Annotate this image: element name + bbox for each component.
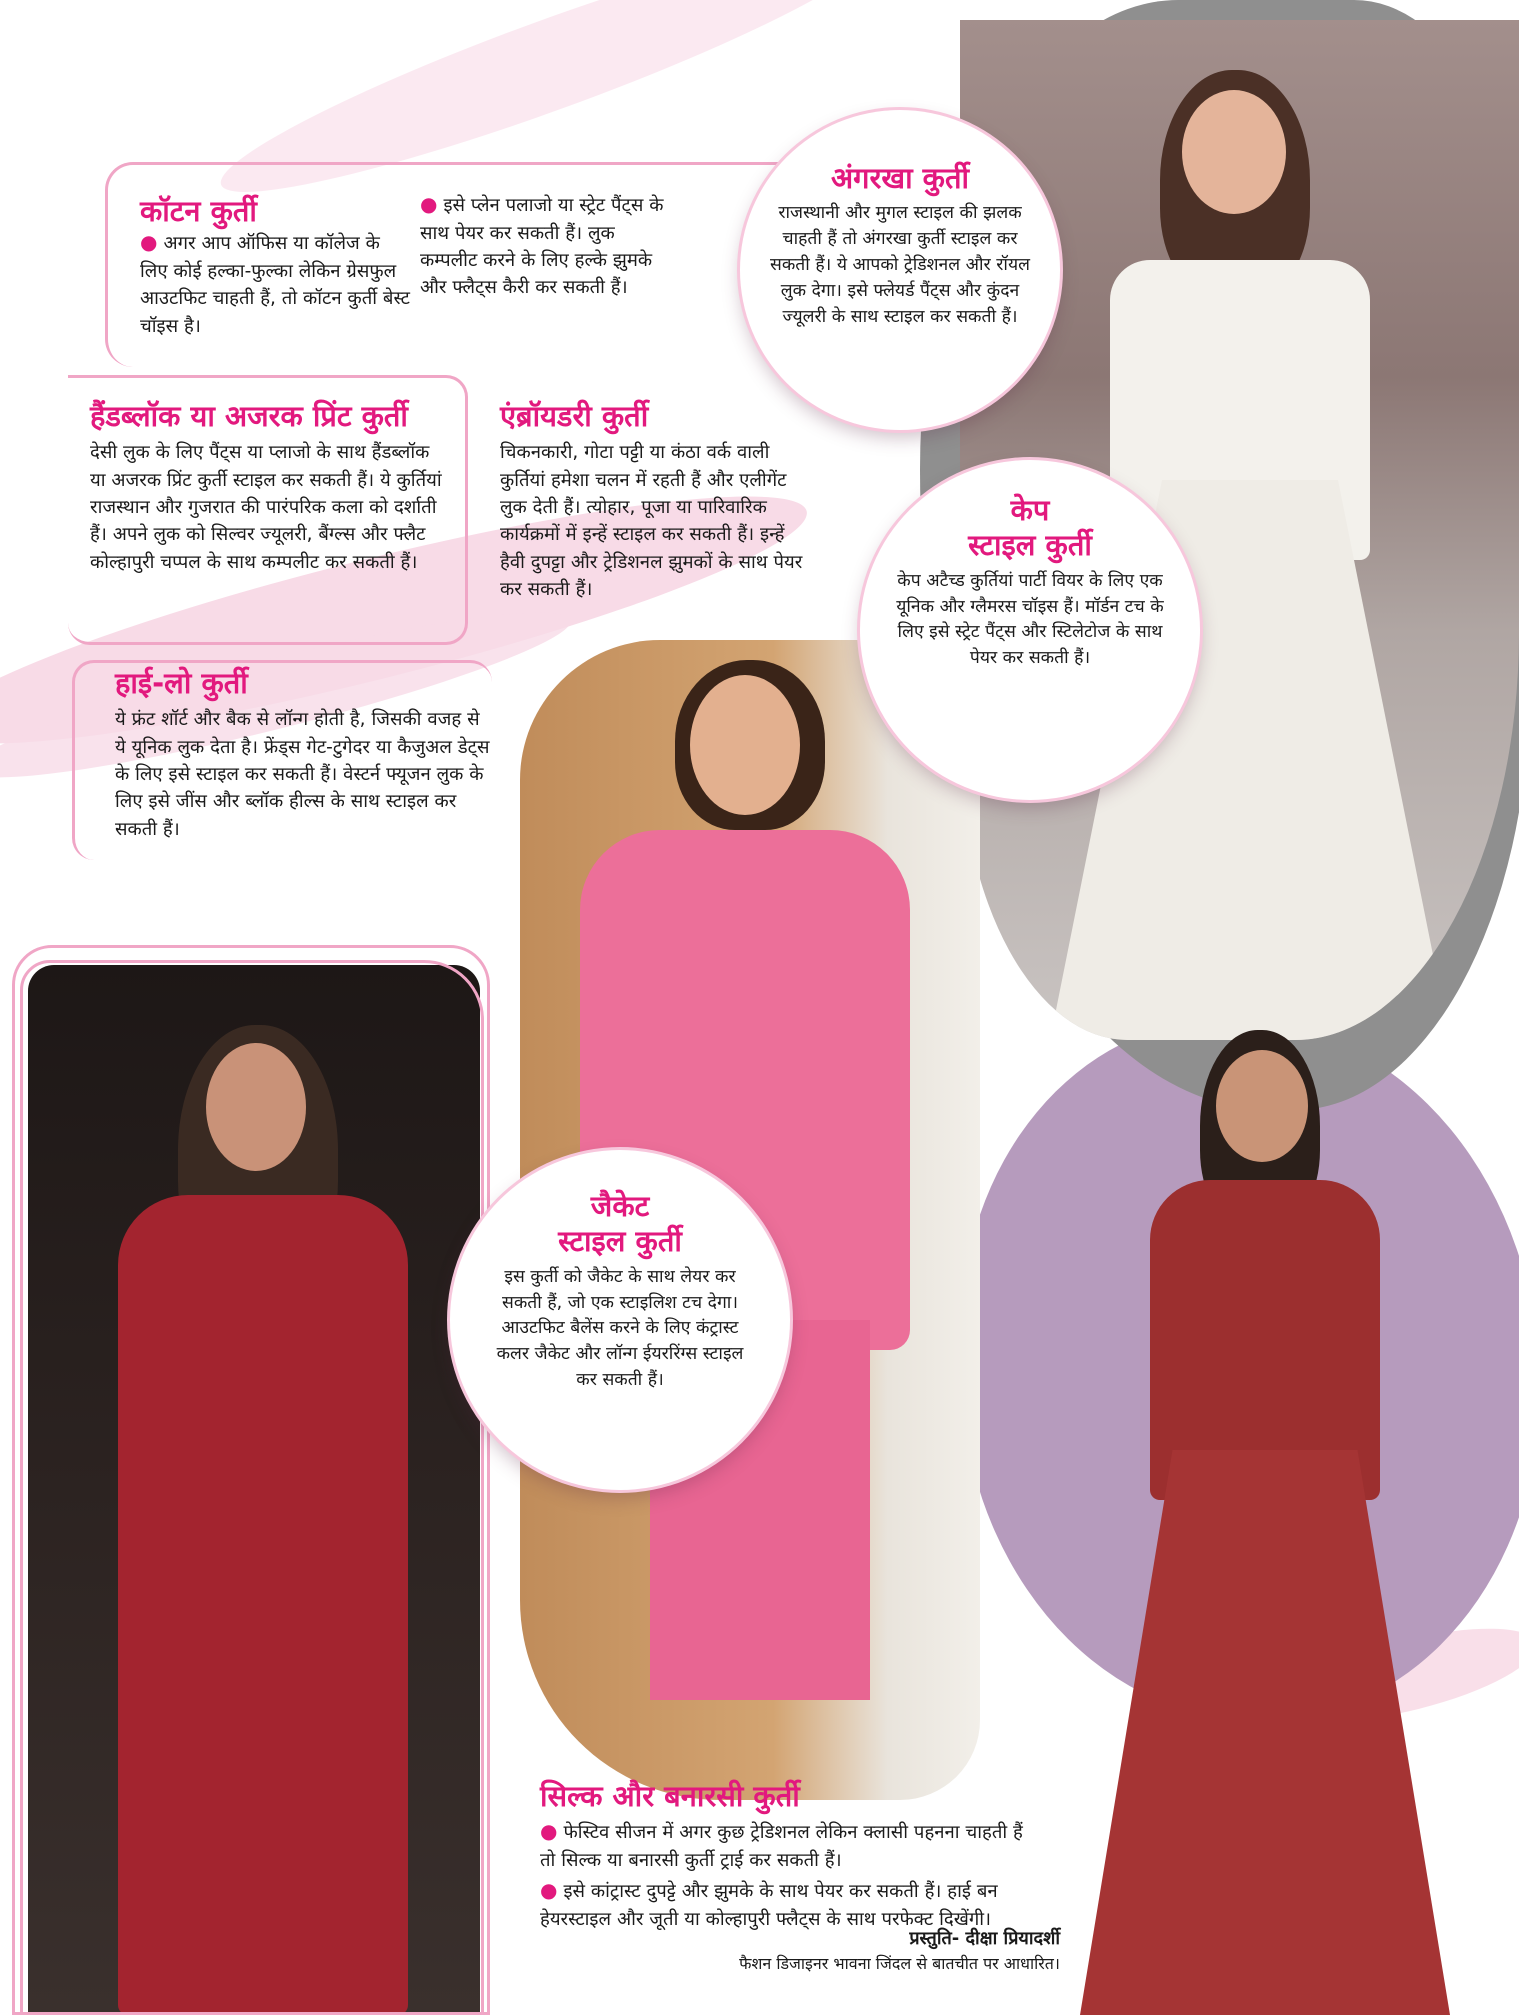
cotton-kurti-section bbox=[140, 195, 410, 340]
pink-frame bbox=[20, 960, 484, 2015]
section-heading: जैकेट bbox=[590, 1189, 650, 1223]
maroon-angrakha-photo bbox=[1050, 1010, 1490, 2015]
section-heading: सिल्क और बनारसी कुर्ती bbox=[540, 1779, 800, 1813]
section-paragraph bbox=[140, 228, 410, 340]
bullet-icon: ● bbox=[140, 230, 158, 255]
section-paragraph: देसी लुक के लिए पैंट्स या प्लाजो के साथ हैंडब्लॉक या अजरक प्रिंट कुर्ती स्टाइल कर सकती हैं। ये कुर्तियां राजस्थान और गुजरात की पारंपरिक कला को दर्शाती हैं। अपने लुक को सिल्वर ज्यूलरी, बैंग्ल्स और फ्लैट कोल्हापुरी चप्पल के साथ कम्पलीट कर सकती हैं। bbox=[90, 442, 442, 573]
section-paragraph: इस कुर्ती को जैकेट के साथ लेयर कर सकती हैं, जो एक स्टाइलिश टच देगा। आउटफिट बैलेंस करने के लिए कंट्रास्ट कलर जैकेट और लॉन्ग ईयररिंग्स स्टाइल कर सकती हैं। bbox=[496, 1266, 744, 1391]
section-paragraph: ये फ्रंट शॉर्ट और बैक से लॉन्ग होती है, जिसकी वजह से ये यूनिक लुक देता है। फ्रेंड्स गेट-टुगेदर या कैजुअल डेट्स के लिए इसे स्टाइल कर सकती हैं। वेस्टर्न फ्यूजन लुक के लिए इसे जींस और ब्लॉक हील्स के साथ स्टाइल कर सकती हैं। bbox=[115, 709, 490, 840]
paragraph-text: फेस्टिव सीजन में अगर कुछ ट्रेडिशनल लेकिन क्लासी पहनना चाहती हैं तो सिल्क या बनारसी कुर्ती ट्राई कर सकती हैं। bbox=[540, 1822, 1023, 1871]
embroidery-kurti-section bbox=[500, 400, 810, 604]
cape-kurti-circle bbox=[860, 460, 1200, 800]
angrakha-kurti-circle bbox=[740, 110, 1060, 430]
handblock-kurti-section bbox=[90, 400, 450, 576]
paragraph-text: इसे कांट्रास्ट दुपट्टे और झुमके के साथ पेयर कर सकती हैं। हाई बन हेयरस्टाइल और जूती या कोल्हापुरी फ्लैट्स के साथ परफेक्ट दिखेंगी। bbox=[540, 1881, 998, 1930]
section-paragraph: राजस्थानी और मुगल स्टाइल की झलक चाहती हैं तो अंगरखा कुर्ती स्टाइल कर सकती हैं। ये आपको ट्रेडिशनल और रॉयल लुक देगा। इसे फ्लेयर्ड पैंट्स और कुंदन ज्यूलरी के साथ स्टाइल कर सकती हैं। bbox=[770, 203, 1030, 327]
highlow-kurti-section bbox=[115, 667, 495, 843]
article-credit bbox=[600, 1925, 1060, 1976]
section-paragraph bbox=[540, 1817, 1040, 1874]
bullet-icon: ● bbox=[540, 1819, 558, 1844]
section-heading: हाई-लो कुर्ती bbox=[115, 666, 248, 700]
bullet-icon: ● bbox=[540, 1878, 558, 1903]
section-heading: स्टाइल कुर्ती bbox=[968, 528, 1092, 563]
silk-kurti-section bbox=[540, 1780, 1040, 1933]
paragraph-text: अगर आप ऑफिस या कॉलेज के लिए कोई हल्का-फुल्का लेकिन ग्रेसफुल आउटफिट चाहती हैं, तो कॉटन कुर्ती बेस्ट चॉइस है। bbox=[140, 233, 410, 337]
credit-based-on: फैशन डिजाइनर भावना जिंदल से बातचीत पर आधारित। bbox=[739, 1954, 1060, 1973]
section-heading: हैंडब्लॉक या अजरक प्रिंट कुर्ती bbox=[90, 399, 408, 433]
cotton-kurti-tip bbox=[420, 190, 665, 302]
section-paragraph: चिकनकारी, गोटा पट्टी या कंठा वर्क वाली कुर्तियां हमेशा चलन में रहती हैं और एलीगेंट लुक देती हैं। त्योहार, पूजा या पारिवारिक कार्यक्रमों में इन्हें स्टाइल कर सकती हैं। इन्हें हैवी दुपट्टा और ट्रेडिशनल झुमकों के साथ पेयर कर सकती हैं। bbox=[500, 442, 803, 601]
section-heading: अंगरखा कुर्ती bbox=[831, 161, 969, 195]
section-heading: केप bbox=[1010, 493, 1050, 527]
section-heading: कॉटन कुर्ती bbox=[140, 194, 257, 228]
paragraph-text: इसे प्लेन पलाजो या स्ट्रेट पैंट्स के साथ पेयर कर सकती हैं। लुक कम्पलीट करने के लिए हल्के झुमके और फ्लैट्स कैरी कर सकती हैं। bbox=[420, 195, 664, 299]
jacket-kurti-circle bbox=[450, 1150, 790, 1490]
section-paragraph bbox=[420, 190, 665, 302]
bullet-icon: ● bbox=[420, 192, 438, 216]
section-heading: एंब्रॉयडरी कुर्ती bbox=[500, 399, 649, 433]
credit-presented-by: प्रस्तुति- दीक्षा प्रियादर्शी bbox=[909, 1928, 1060, 1949]
section-paragraph: केप अटैच्ड कुर्तियां पार्टी वियर के लिए एक यूनिक और ग्लैमरस चॉइस हैं। मॉर्डन टच के लिए इसे स्ट्रेट पैंट्स और स्टिलेटोज के साथ पेयर कर सकती हैं। bbox=[896, 570, 1164, 669]
section-heading: स्टाइल कुर्ती bbox=[558, 1224, 682, 1259]
